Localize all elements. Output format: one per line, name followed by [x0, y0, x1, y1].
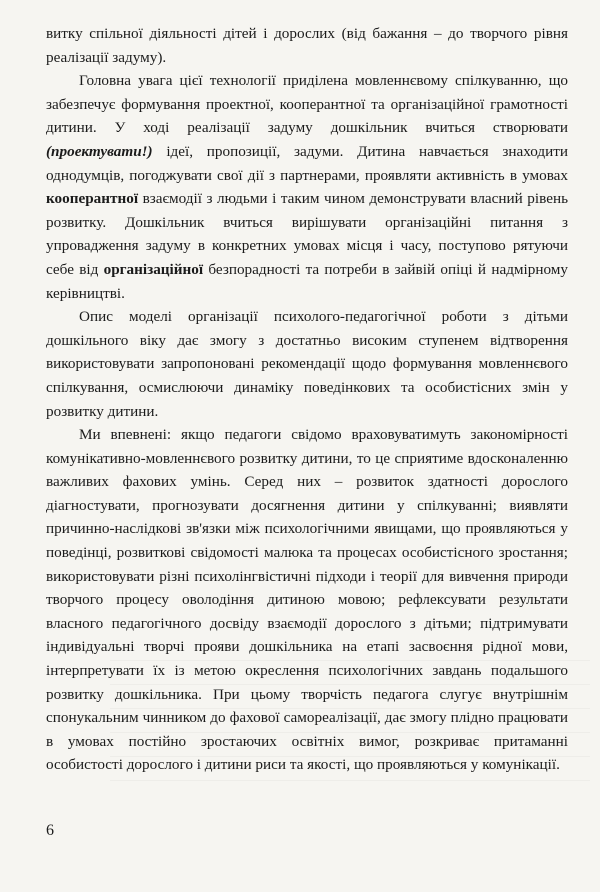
text-segment: витку спільної діяльності дітей і дорослих (від бажання – до творчого рівня реалізації задуму).: [46, 25, 568, 66]
page-number: 6: [46, 822, 54, 839]
emphasis-segment: (проектувати!): [46, 142, 153, 160]
bleed-through-line: [110, 780, 590, 781]
text-segment: безпорадності та потреби в зайвій опіці й надмірному керівництві.: [46, 260, 568, 302]
paragraph: [46, 423, 568, 777]
text-segment: ідеї, пропозиції, задуми. Дитина навчається знаходити однодумців, погоджувати свої дії з партнерами, проявляти активність в умовах: [46, 142, 568, 184]
emphasis-segment: організаційної: [103, 260, 204, 278]
text-segment: Головна увага цієї технології приділена мовленнєвому спілкуванню, що забезпечує формування проектної, кооперантної та організаційної грамотності дитини. У ході реалізації задуму дошкільник вчиться створювати: [46, 72, 568, 137]
emphasis-segment: кооперантної: [46, 190, 139, 208]
body-text: [46, 22, 568, 777]
paragraph: [46, 69, 568, 305]
paragraph: [46, 22, 568, 69]
paragraph: [46, 305, 568, 423]
text-segment: Опис моделі організації психолого-педагогічної роботи з дітьми дошкільного віку дає змогу з достатньо високим ступенем відтворення використовувати запропоновані рекомендації щодо формування мовленнєвого спілкування, осмислюючи динаміку поведінкових та особистісних змін у розвитку дитини.: [46, 308, 568, 420]
text-segment: Ми впевнені: якщо педагоги свідомо враховуватимуть закономірності комунікативно-мовленнєвого розвитку дитини, то це сприятиме вдосконаленню важливих фахових умінь. Серед них – розвиток здатності дорослого діагностувати, прогнозувати досягнення дитини у спілкуванні; виявляти причинно-наслідкові зв'язки між психологічними явищами, що проявляються у поведінці, розвиткові свідомості малюка та процесах особистісного зростання; використовувати різні психолінгвістичні підходи і теорії для вивчення природи творчого процесу оволодіння дитиною мовою; рефлексувати результати власного педагогічного досвіду взаємодії дорослого з дітьми; підтримувати індивідуальні творчі прояви дошкільника на етапі засвоєння рідної мови, інтерпретувати їх із метою окреслення психологічних завдань подальшого розвитку дошкільника. При цьому творчість педагога слугує внутрішнім спонукальним чинником до фахової самореалізації, дає змогу плідно працювати в умовах постійно зростаючих освітніх вимог, розкриває притаманні особистості дорослого і дитини риси та якості, що проявляються у комунікації.: [46, 426, 568, 774]
text-segment: взаємодії з людьми і таким чином демонструвати власний рівень розвитку. Дошкільник вчиться вирішувати організаційні питання з упровадження задуму в конкретних умовах місця і часу, поступово рятуючи себе від: [46, 190, 568, 278]
